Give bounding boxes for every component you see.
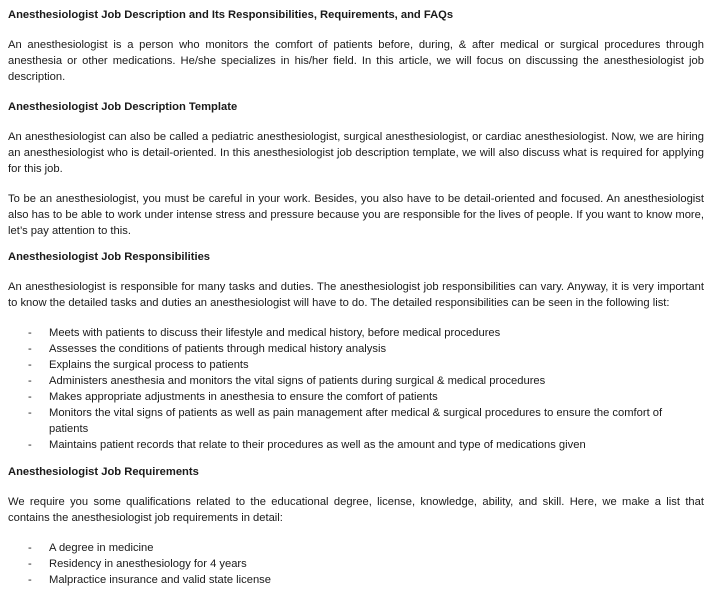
bullet-dash: - <box>28 343 32 355</box>
requirements-heading: Anesthesiologist Job Requirements <box>8 466 199 478</box>
list-item: - Meets with patients to discuss their lifestyle and medical history, before medical procedures <box>28 327 501 339</box>
template-paragraph-2: To be an anesthesiologist, you must be careful in your work. Besides, you also have to be detail-oriented and focused. An anesthesiologist also has to be able to work under intense stress and pressure because you are responsible for the lives of people. If you want to know more, let’s pay attention to this. <box>8 193 704 237</box>
list-item: - Maintains patient records that relate to their procedures as well as the amount and type of medications given <box>28 439 586 451</box>
list-item: - Malpractice insurance and valid state license <box>28 574 272 586</box>
list-item: - Assesses the conditions of patients through medical history analysis <box>28 343 387 355</box>
bullet-dash: - <box>28 407 32 419</box>
requirements-list <box>8 540 704 588</box>
responsibilities-heading: Anesthesiologist Job Responsibilities <box>8 251 211 263</box>
bullet-dash: - <box>28 558 32 570</box>
responsibilities-list <box>8 325 704 453</box>
list-item: - Residency in anesthesiology for 4 years <box>28 558 247 570</box>
list-item: - Explains the surgical process to patients <box>28 359 249 371</box>
intro-paragraph: An anesthesiologist is a person who monitors the comfort of patients before, during, & after medical or surgical procedures through anesthesia or other medications. He/she specializes in his/her field. In this article, we will focus on discussing the anesthesiologist job description. <box>8 39 704 83</box>
responsibilities-intro: An anesthesiologist is responsible for many tasks and duties. The anesthesiologist job responsibilities can vary. Anyway, it is very important to know the detailed tasks and duties an anesthesiologist will have to do. The detailed responsibilities can be seen in the following list: <box>8 281 704 309</box>
bullet-dash: - <box>28 359 32 371</box>
bullet-dash: - <box>28 574 32 586</box>
list-item: - A degree in medicine <box>28 542 154 554</box>
bullet-dash: - <box>28 542 32 554</box>
template-heading: Anesthesiologist Job Description Template <box>8 101 238 113</box>
document-title: Anesthesiologist Job Description and Its Responsibilities, Requirements, and FAQs <box>8 9 454 21</box>
bullet-dash: - <box>28 391 32 403</box>
bullet-dash: - <box>28 327 32 339</box>
bullet-dash: - <box>28 375 32 387</box>
list-item: - Administers anesthesia and monitors the vital signs of patients during surgical & medical procedures <box>28 375 546 387</box>
template-paragraph-1: An anesthesiologist can also be called a pediatric anesthesiologist, surgical anesthesiologist, or cardiac anesthesiologist. Now, we are hiring an anesthesiologist who is detail-oriented. In this anesthesiologist job description template, we will also discuss what is required for applying for this job. <box>8 131 704 175</box>
list-item: - Makes appropriate adjustments in anesthesia to ensure the comfort of patients <box>28 391 438 403</box>
bullet-dash: - <box>28 439 32 451</box>
requirements-intro: We require you some qualifications related to the educational degree, license, knowledge, ability, and skill. Here, we make a list that contains the anesthesiologist job requirements in detail: <box>8 496 704 524</box>
list-item: - Monitors the vital signs of patients as well as pain management after medical & surgical procedures to ensure the comfort of patients <box>28 407 663 435</box>
